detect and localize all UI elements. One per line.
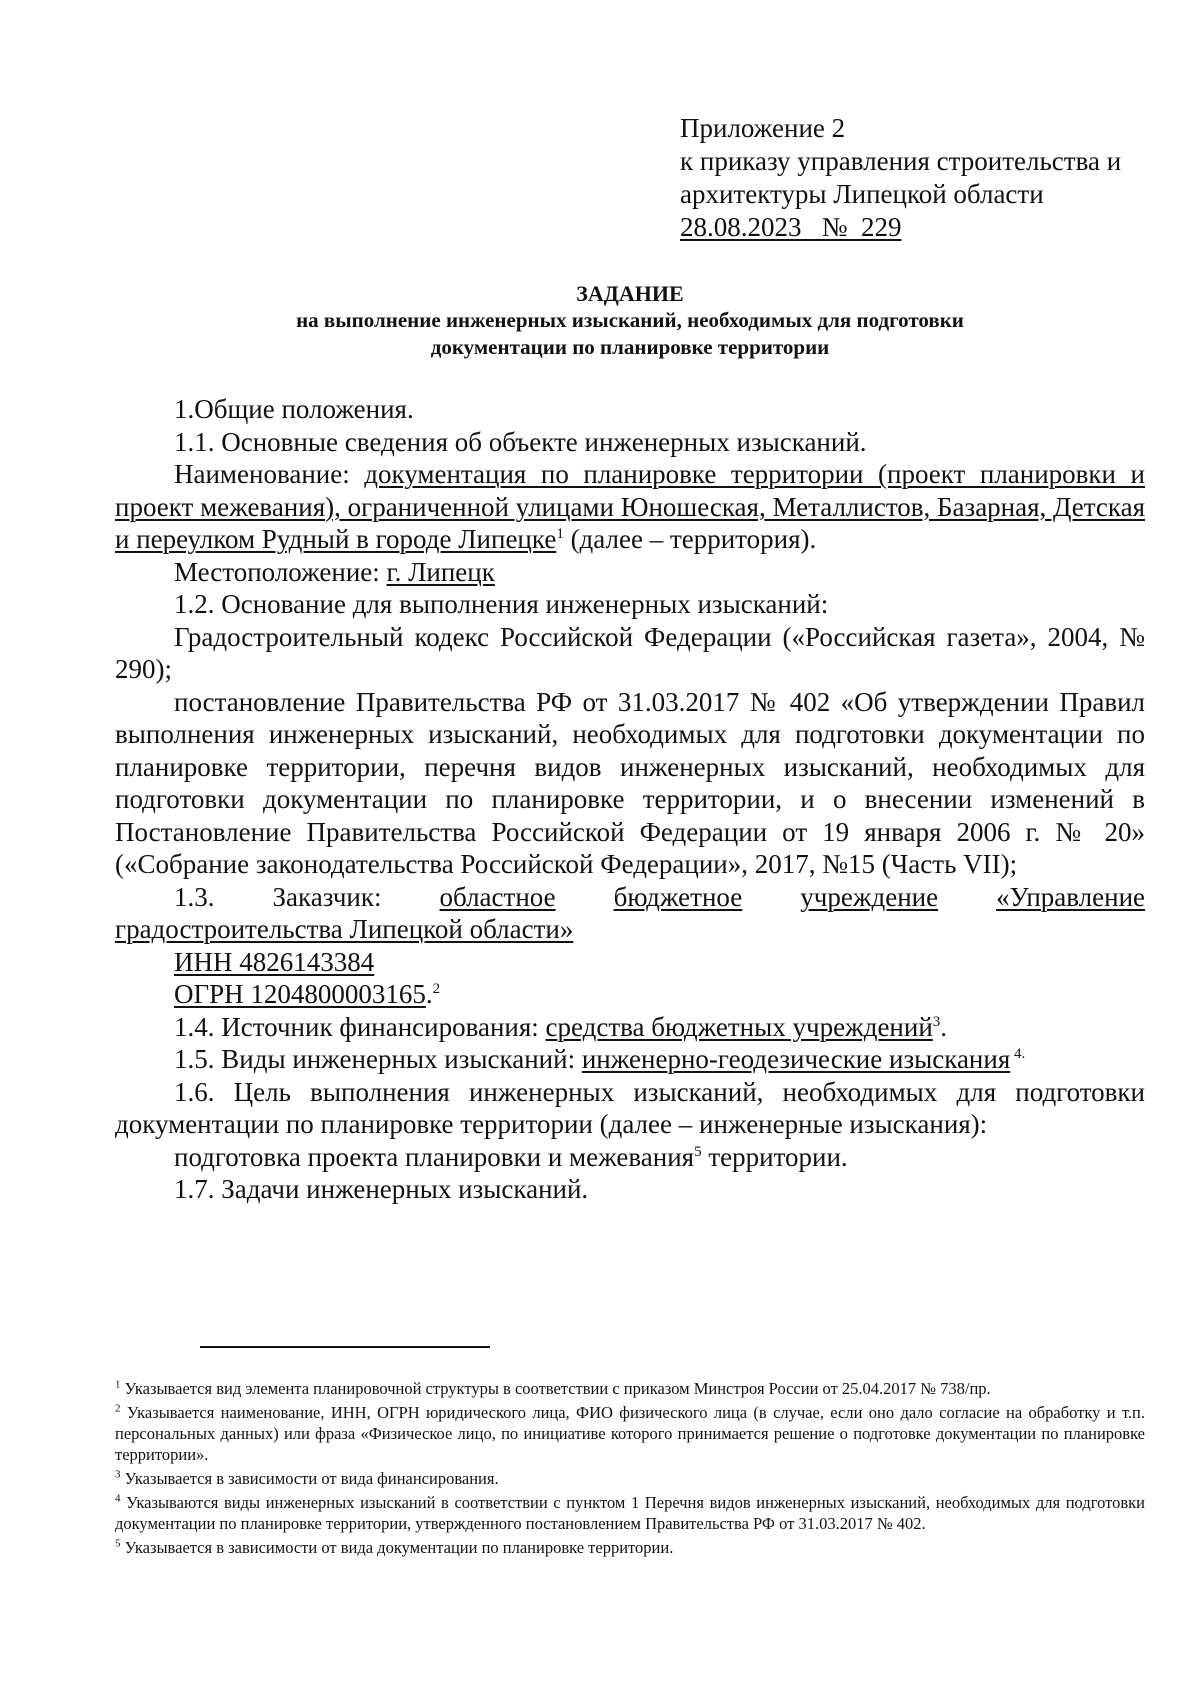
footnote-ref-5: 5 [694,1143,702,1160]
order-date-number: 28.08.2023 № 229 [680,212,902,242]
customer-line-2 [115,913,1145,946]
basis-government-decree: постановление Правительства РФ от 31.03.2017 № 402 «Об утверждении Правил выполнения инженерных изысканий, необходимых для подготовки документации по планировке территории, перечня видов инженерных изысканий, необходимых для подготовки документации по планировке территории, и о внесении изменений в Постановление Правительства Российской Федерации от 19 января 2006 г. № 20» («Собрание законодательства Российской Федерации», 2017, №15 (Часть VII); [115,686,1145,879]
location-label: Местоположение: [174,556,387,587]
customer-name-continued: градостроительства Липецкой области» [115,914,574,944]
footnote-2-text: Указывается наименование, ИНН, ОГРН юридического лица, ФИО физического лица (в случае, если оно дало согласие на обработку и т.п. персональных данных) или фраза «Физическое лицо, по инициативе которого принимается решение о подготовке документации по планировке территории». [115,1403,1145,1464]
title-line-3: документации по планировке территории [430,335,830,359]
footnote-2-number: 2 [115,1402,121,1415]
inn-value: ИНН 4826143384 [174,946,375,977]
section-1-6: 1.6. Цель выполнения инженерных изысканий, необходимых для подготовки документации по планировке территории (далее – инженерные изыскания): [115,1076,1145,1139]
footnote-2 [115,1402,1145,1465]
object-name-label: Наименование: [174,459,365,489]
section-1-4 [115,1011,1145,1044]
appendix-block [680,112,1121,244]
basis-urban-code: Градостроительный кодекс Российской Федерации («Российская газета», 2004, № 290); [115,621,1145,684]
location-value: г. Липецк [386,556,495,587]
footnote-3-text: Указывается в зависимости от вида финансирования. [120,1469,499,1488]
footnote-3-number: 3 [115,1468,121,1481]
section-1-2: 1.2. Основание для выполнения инженерных изысканий: [174,589,829,619]
funding-value: средства бюджетных учреждений [545,1011,933,1042]
funding-tail: . [940,1011,948,1042]
purpose-text: подготовка проекта планировки и межевания [174,1141,695,1172]
customer-ogrn [115,978,1145,1011]
footnote-4-number: 4 [115,1492,121,1505]
document-body [115,393,1145,1206]
object-name [115,458,1145,556]
footnote-1-text: Указывается вид элемента планировочной структуры в соответствии с приказом Минстроя России от 25.04.2017 № 738/пр. [120,1379,991,1398]
footnote-ref-4: 4. [1010,1046,1026,1062]
footnote-4 [115,1492,1145,1534]
object-name-tail: (далее – территория). [563,524,817,554]
footnote-5-number: 5 [115,1537,121,1550]
survey-types-label: 1.5. Виды инженерных изысканий: [174,1044,582,1074]
footnote-separator [200,1346,490,1348]
survey-types-value: инженерно-геодезические изыскания [581,1044,1011,1074]
appendix-number: Приложение 2 [680,113,846,143]
title-heading: ЗАДАНИЕ [576,281,684,306]
customer-word-3: учреждение [800,881,939,912]
section-1-7: 1.7. Задачи инженерных изысканий. [174,1174,589,1204]
customer-word-1: областное [439,881,556,912]
footnote-ref-3: 3 [932,1013,941,1030]
object-name-value: документация по планировке территории (проект планировки и проект межевания), ограниченной улицами Юношеская, Металлистов, Базарная, Детская и переулком Рудный в городе Липецке [115,459,1145,554]
appendix-authority-line: архитектуры Липецкой области [680,179,1044,209]
title-line-2: на выполнение инженерных изысканий, необходимых для подготовки [296,308,964,332]
customer-inn [115,946,1145,979]
footnote-ref-1: 1 [556,526,564,542]
footnote-5 [115,1537,1145,1558]
survey-purpose [115,1141,1145,1174]
ogrn-tail: . [425,979,433,1009]
object-location [115,556,1145,589]
appendix-order-line: к приказу управления строительства и [680,146,1122,176]
section-1-3 [115,881,1145,914]
funding-label: 1.4. Источник финансирования: [174,1011,546,1042]
footnotes [115,1378,1145,1561]
document-title [115,280,1145,361]
section-1-heading: 1.Общие положения. [174,394,414,424]
section-1-1: 1.1. Основные сведения об объекте инженерных изысканий. [174,426,867,457]
footnote-3 [115,1468,1145,1489]
customer-number: 1.3. [174,881,215,912]
footnote-ref-2: 2 [432,981,441,997]
footnote-5-text: Указывается в зависимости от вида документации по планировке территории. [120,1538,674,1557]
purpose-tail: территории. [701,1141,848,1172]
footnote-1-number: 1 [115,1378,121,1391]
customer-word-2: бюджетное [613,881,743,912]
ogrn-value: ОГРН 1204800003165 [174,979,426,1009]
footnote-1 [115,1378,1145,1399]
customer-label: Заказчик: [272,881,382,912]
section-1-5 [115,1043,1145,1076]
customer-word-4: «Управление [996,881,1146,912]
footnote-4-text: Указываются виды инженерных изысканий в соответствии с пунктом 1 Перечня видов инженерных изысканий, необходимых для подготовки документации по планировке территории, утвержденного постановлением Правительства РФ от 31.03.2017 № 402. [115,1493,1145,1533]
